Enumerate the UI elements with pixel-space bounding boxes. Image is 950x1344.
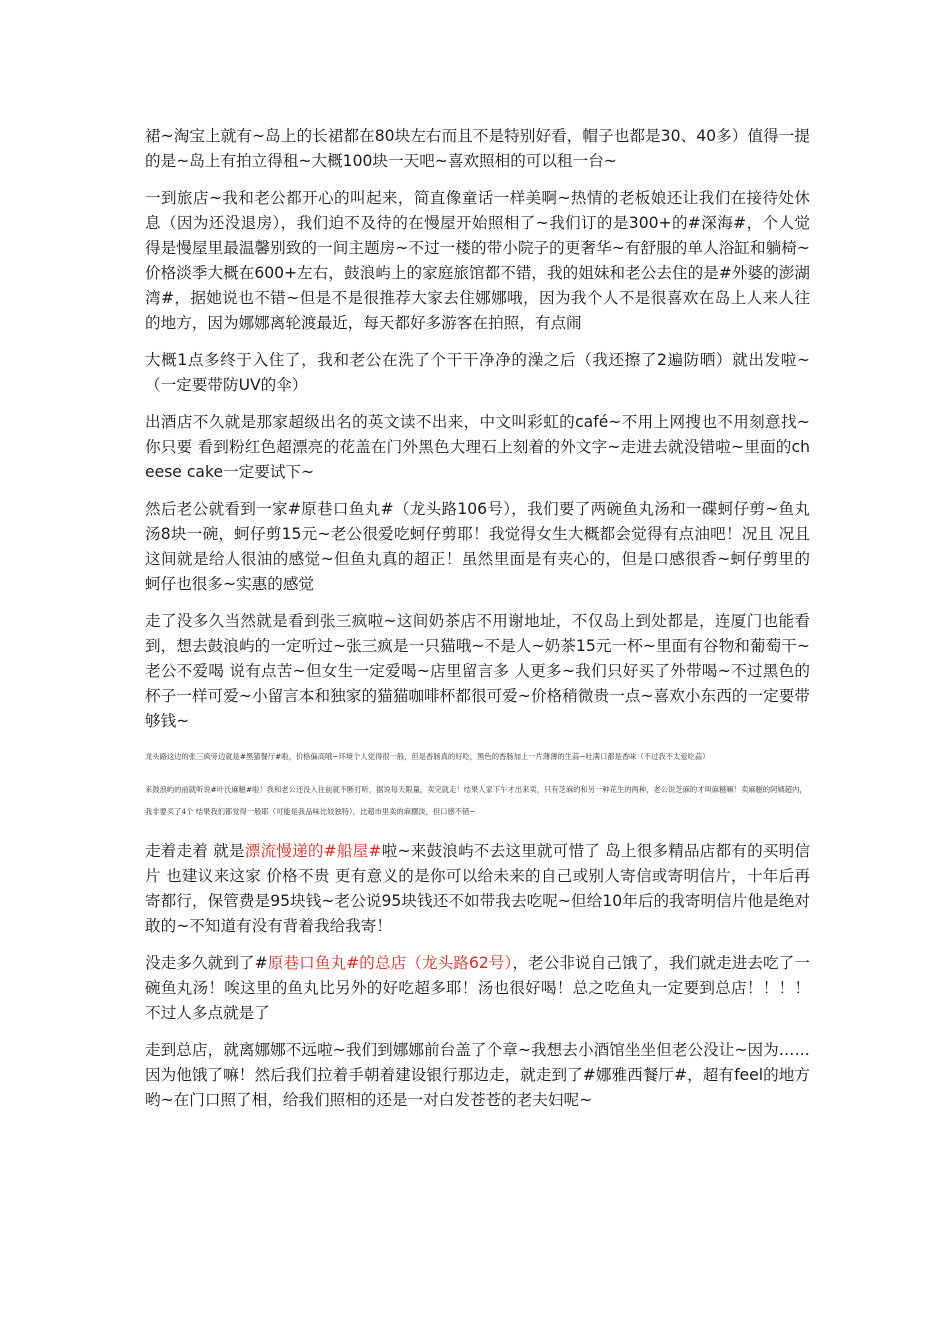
paragraph-cafe: 出酒店不久就是那家超级出名的英文读不出来，中文叫彩虹的café~不用上网搜也不用刻意找~你只要 看到粉红色超漂亮的花盖在门外黑色大理石上刻着的外文字~走进去就没错啦~里面的cheese cake一定要试下~ (145, 413, 810, 481)
paragraph-restaurant: 走到总店，就离娜娜不远啦~我们到娜娜前台盖了个章~我想去小酒馆坐坐但老公没让~因为……因为他饿了嘛！然后我们拉着手朝着建设银行那边走，就走到了#娜雅西餐厅#，超有feel的地方哟~在门口照了相，给我们照相的还是一对白发苍苍的老夫妇呢~ (145, 1041, 810, 1109)
paragraph-boathouse (145, 839, 810, 939)
paragraph-hotel: 一到旅店~我和老公都开心的叫起来，简直像童话一样美啊~热情的老板娘还让我们在接待处休息（因为还没退房），我们迫不及待的在慢屋开始照相了~我们订的是300+的#深海#，个人觉得是慢屋里最温馨别致的一间主题房~不过一楼的带小院子的更奢华~有舒服的单人浴缸和躺椅~价格淡季大概在600+左右，鼓浪屿上的家庭旅馆都不错，我的姐妹和老公去住的是#外婆的澎湖湾#，据她说也不错~但是不是很推荐大家去住娜娜哦，因为我个人不是很喜欢在岛上人来人往的地方，因为娜娜离轮渡最近，每天都好多游客在拍照，有点闹 (145, 189, 810, 332)
paragraph-rental: 裙~淘宝上就有~岛上的长裙都在80块左右而且不是特别好看，帽子也都是30、40多）值得一提的是~岛上有拍立得租~大概100块一天吧~喜欢照相的可以租一台~ (145, 127, 810, 170)
small-note-black-cat: 龙头路这边的张三疯旁边就是#黑猫餐厅#啦，价格偏高哦~环境个人觉得很一般，但是香肠真的好吃，黑色的香肠加上一片薄薄的生蒜~吐满口都是香味（不过我不太爱吃蒜） (145, 752, 710, 761)
document-page (145, 124, 810, 1125)
paragraph-main-store (145, 951, 810, 1026)
paragraph-main-store-text-a: 没走多久就到了# (145, 954, 268, 972)
boathouse-highlight: 漂流慢递的#船屋# (244, 842, 382, 860)
paragraph-fishball: 然后老公就看到一家#原巷口鱼丸#（龙头路106号），我们要了两碗鱼丸汤和一碟蚵仔剪~鱼丸汤8块一碗，蚵仔剪15元~老公很爱吃蚵仔剪耶！我觉得女生大概都会觉得有点油吧！况且 况且这间就是给人很油的感觉~但鱼丸真的超正！虽然里面是有夹心的，但是口感很香~蚵仔剪里的蚵仔也很多~实惠的感觉 (145, 500, 810, 593)
paragraph-checkin: 大概1点多终于入住了，我和老公在洗了个干干净净的澡之后（我还擦了2遍防晒）就出发啦~（一定要带防UV的伞） (145, 351, 810, 394)
paragraph-boathouse-text-b: 啦~来鼓浪屿不去这里就可惜了 岛上很多精品店都有的买明信片 也建议来这家 价格不贵 更有意义的是你可以给未来的自己或别人寄信或寄明信片，十年后再寄都行，保管费是95块钱~老公说95块钱还不如带我去吃呢~但给10年后的我寄明信片他是绝对敢的~不知道有没有背着我给我寄！ (145, 842, 810, 935)
main-store-highlight: 原巷口鱼丸#的总店（龙头路62号） (267, 954, 513, 972)
paragraph-milktea: 走了没多久当然就是看到张三疯啦~这间奶茶店不用谢地址，不仅岛上到处都是，连厦门也能看到，想去鼓浪屿的一定听过~张三疯是一只猫哦~不是人~奶茶15元一杯~里面有谷物和葡萄干~老公不爱喝 说有点苦~但女生一定爱喝~店里留言多 人更多~我们只好买了外带喝~不过黑色的杯子一样可爱~小留言本和独家的猫猫咖啡杯都很可爱~价格稍微贵一点~喜欢小东西的一定要带够钱~ (145, 612, 810, 730)
paragraph-main-store-text-b: ，老公非说自己饿了，我们就走进去吃了一碗鱼丸汤！唉这里的鱼丸比另外的好吃超多耶！汤也很好喝！总之吃鱼丸一定要到总店！！！！不过人多点就是了 (145, 954, 810, 1022)
small-note-mochi: 来鼓浪屿的前就听说#叶氏麻糍#啦！我和老公还没入住前就不断打听，据说每天限量，卖完就走！结果人家下午才出来卖，只有芝麻的和另一种花生的两种，老公说芝麻的才叫麻糍嘛！卖麻糍的阿姨超内，我非要买了4个 结果我们都觉得一般耶（可能是我品味比较独特），比超市里卖的麻糬淡，但口感不错~ (145, 785, 807, 816)
paragraph-boathouse-text-a: 走着走着 就是 (145, 842, 245, 860)
